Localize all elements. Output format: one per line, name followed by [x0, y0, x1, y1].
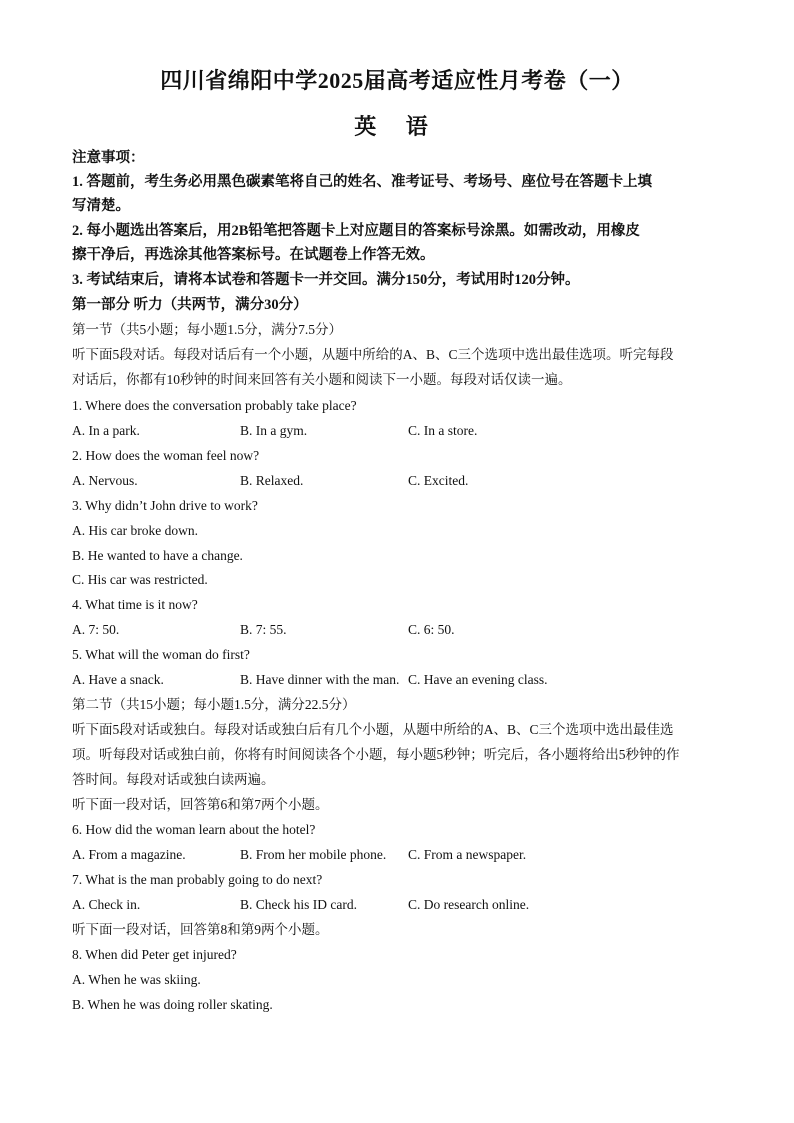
notice-item-3: 3. 考试结束后，请将本试卷和答题卡一并交回。满分150分，考试用时120分钟。	[72, 272, 580, 288]
q5-option-b: B. Have dinner with the man.	[240, 672, 400, 687]
q5-option-c: C. Have an evening class.	[408, 672, 548, 687]
question-8: 8. When did Peter get injured?	[72, 947, 237, 962]
q2-option-a: A. Nervous.	[72, 473, 138, 488]
q1-option-a: A. In a park.	[72, 423, 140, 438]
question-3: 3. Why didn’t John drive to work?	[72, 498, 258, 513]
notice-item-2-cont: 擦干净后，再选涂其他答案标号。在试题卷上作答无效。	[72, 247, 435, 263]
part1-heading: 第一部分 听力（共两节，满分30分）	[72, 297, 308, 313]
section2-instruction-3: 答时间。每段对话或独白读两遍。	[72, 772, 275, 787]
group2-instruction: 听下面一段对话，回答第8和第9两个小题。	[72, 922, 329, 937]
question-4: 4. What time is it now?	[72, 597, 198, 612]
q2-option-b: B. Relaxed.	[240, 473, 304, 488]
section2-heading: 第二节（共15小题；每小题1.5分，满分22.5分）	[72, 697, 356, 712]
q7-option-b: B. Check his ID card.	[240, 897, 357, 912]
q6-option-c: C. From a newspaper.	[408, 847, 527, 862]
section1-instruction-2: 对话后，你都有10秒钟的时间来回答有关小题和阅读下一小题。每段对话仅读一遍。	[72, 372, 572, 387]
q6-option-a: A. From a magazine.	[72, 847, 186, 862]
section1-heading: 第一节（共5小题；每小题1.5分，满分7.5分）	[72, 322, 342, 337]
question-6: 6. How did the woman learn about the hotel?	[72, 822, 316, 837]
q1-option-b: B. In a gym.	[240, 423, 308, 438]
q8-option-a: A. When he was skiing.	[72, 972, 201, 987]
q7-option-a: A. Check in.	[72, 897, 141, 912]
q3-option-c: C. His car was restricted.	[72, 572, 208, 587]
section2-instruction-2: 项。听每段对话或独白前，你将有时间阅读各个小题，每小题5秒钟；听完后，各小题将给出5秒钟的作	[72, 747, 680, 762]
q5-option-a: A. Have a snack.	[72, 672, 164, 687]
section1-instruction-1: 听下面5段对话。每段对话后有一个小题，从题中所给的A、B、C三个选项中选出最佳选项。听完每段	[72, 347, 674, 362]
q8-option-b: B. When he was doing roller skating.	[72, 997, 273, 1012]
notice-heading: 注意事项：	[72, 150, 145, 166]
q4-option-c: C. 6: 50.	[408, 622, 455, 637]
q4-option-a: A. 7: 50.	[72, 622, 120, 637]
q2-option-c: C. Excited.	[408, 473, 469, 488]
question-1: 1. Where does the conversation probably take place?	[72, 398, 357, 413]
notice-item-1: 1. 答题前，考生务必用黑色碳素笔将自己的姓名、准考证号、考场号、座位号在答题卡上填	[72, 174, 652, 190]
q3-option-b: B. He wanted to have a change.	[72, 548, 243, 563]
q3-option-a: A. His car broke down.	[72, 523, 198, 538]
notice-item-1-cont: 写清楚。	[72, 198, 130, 214]
page-title: 四川省绵阳中学2025届高考适应性月考卷（一）	[160, 68, 634, 93]
q7-option-c: C. Do research online.	[408, 897, 530, 912]
section2-instruction-1: 听下面5段对话或独白。每段对话或独白后有几个小题，从题中所给的A、B、C三个选项中选出最佳选	[72, 722, 674, 737]
question-2: 2. How does the woman feel now?	[72, 448, 260, 463]
group1-instruction: 听下面一段对话，回答第6和第7两个小题。	[72, 797, 329, 812]
q1-option-c: C. In a store.	[408, 423, 478, 438]
question-7: 7. What is the man probably going to do next?	[72, 872, 323, 887]
q4-option-b: B. 7: 55.	[240, 622, 287, 637]
notice-item-2: 2. 每小题选出答案后，用2B铅笔把答题卡上对应题目的答案标号涂黑。如需改动，用橡皮	[72, 223, 640, 239]
question-5: 5. What will the woman do first?	[72, 647, 250, 662]
q6-option-b: B. From her mobile phone.	[240, 847, 387, 862]
subject-title: 英 语	[354, 114, 440, 139]
